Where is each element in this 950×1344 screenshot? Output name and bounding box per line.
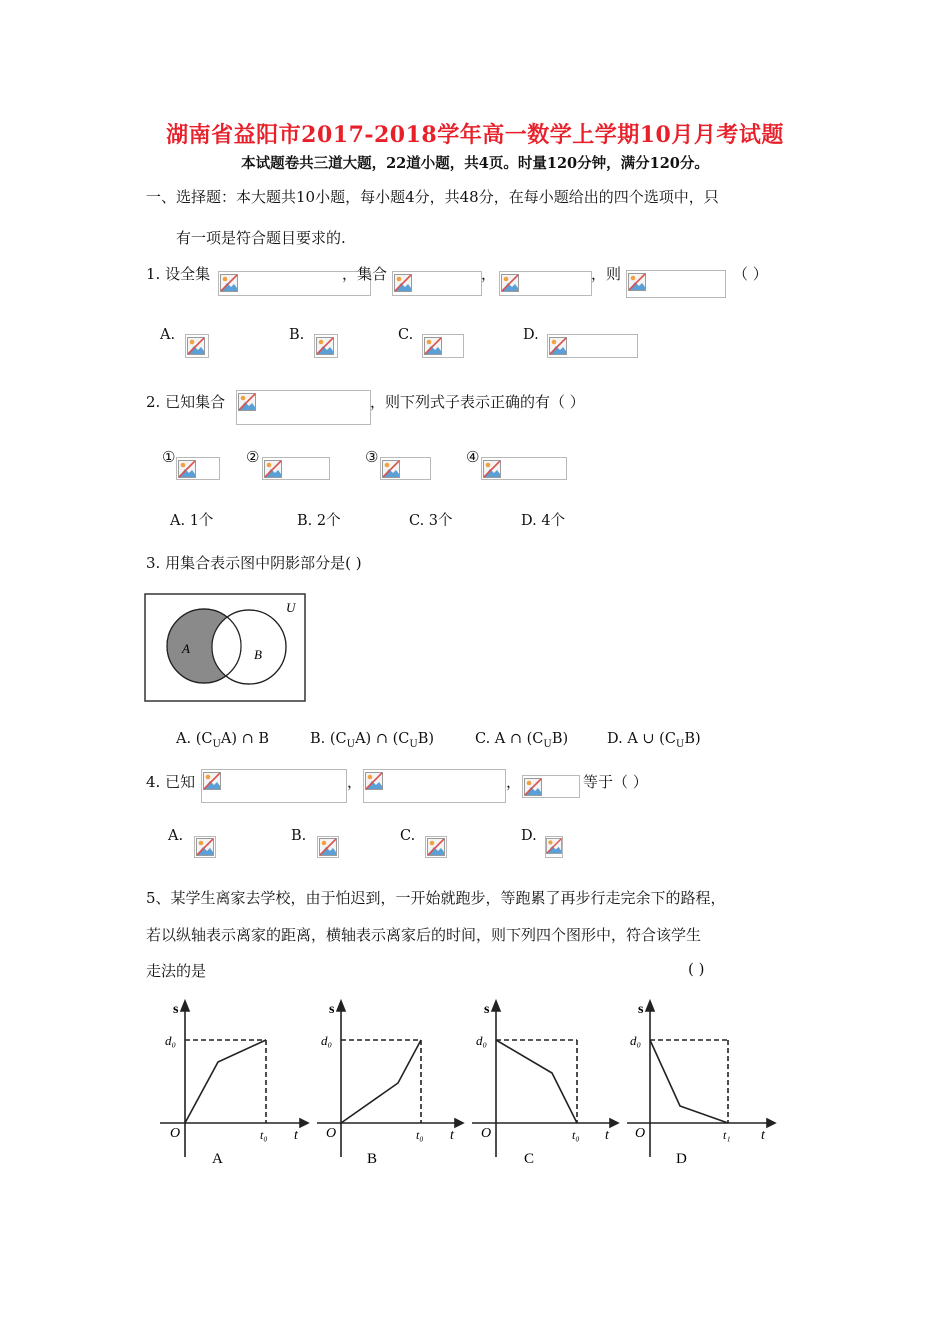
- q1-answer-paren: （ ）: [733, 265, 768, 283]
- q1-option-d-image: [547, 334, 638, 358]
- graph-c-t-label: t: [605, 1128, 609, 1143]
- graph-c-s-label: s: [484, 1002, 490, 1017]
- q3-option-d: D. A ∪ $(C_UB)$: [607, 731, 701, 750]
- q4-option-b: B.: [291, 828, 307, 844]
- graph-c-d-label: d₀: [476, 1033, 488, 1048]
- graph-b-origin-label: O: [326, 1126, 337, 1141]
- q1-option-a-image: [185, 334, 209, 358]
- q2-mark-1: ①: [162, 448, 176, 466]
- graph-d: [615, 995, 780, 1180]
- q2-option-b: B. 2个: [297, 513, 341, 529]
- q2-mark-2: ②: [246, 448, 260, 466]
- broken-image-icon: [238, 393, 256, 411]
- q2-item-3-image: [380, 457, 431, 480]
- graph-a-caption: A: [212, 1151, 223, 1167]
- q4-option-d: D.: [521, 828, 537, 844]
- graph-a-t0-label: t₀: [260, 1128, 268, 1142]
- graph-d-t1-label: t₁: [723, 1128, 731, 1142]
- graph-a-origin-label: O: [170, 1126, 181, 1141]
- q2-mark-4: ④: [466, 448, 480, 466]
- q2-formula-image: [236, 390, 371, 425]
- q1-option-b-image: [314, 334, 338, 358]
- q4-comma-1: ，: [347, 773, 363, 791]
- graph-d-caption: D: [676, 1151, 687, 1167]
- q1-set-label: ，集合: [342, 265, 388, 283]
- q1-then: ，则: [591, 265, 622, 283]
- q5-answer-paren: ( ): [688, 960, 705, 978]
- graph-b-t0-label: t₀: [416, 1128, 424, 1142]
- graph-a: [150, 995, 310, 1180]
- q2-mark-3: ③: [365, 448, 379, 466]
- graph-b-s-label: s: [329, 1002, 335, 1017]
- q2-prefix: 2. 已知集合: [146, 393, 226, 411]
- q2-option-a: A. 1个: [170, 513, 214, 529]
- venn-label-b: B: [254, 647, 262, 662]
- q1-option-c-image: [422, 334, 464, 358]
- venn-diagram: [144, 593, 306, 703]
- q4-formula-image-1: [201, 769, 347, 803]
- broken-image-icon: [203, 772, 221, 790]
- graph-a-t-label: t: [294, 1128, 298, 1143]
- section-instructions-line1: 一、选择题：本大题共10小题，每小题4分，共48分，在每小题给出的四个选项中，只: [146, 188, 719, 206]
- q1-formula-image-3: [499, 271, 592, 296]
- q2-option-d: D. 4个: [521, 513, 566, 529]
- graph-b-t-label: t: [450, 1128, 454, 1143]
- q5-line2: 若以纵轴表示离家的距离，横轴表示离家后的时间，则下列四个图形中，符合该学生: [146, 926, 702, 944]
- q1-comma: ，: [481, 265, 497, 283]
- q1-prefix: 1. 设全集: [146, 265, 211, 283]
- q4-option-c-image: [425, 836, 447, 858]
- q4-option-d-image: [545, 836, 563, 858]
- page-subtitle: 本试题卷共三道大题，22道小题，共4页。时量120分钟，满分120分。: [241, 155, 709, 172]
- q2-option-c: C. 3个: [409, 513, 453, 529]
- graph-b-d-label: d₀: [321, 1033, 333, 1048]
- q1-option-a: A.: [160, 327, 176, 343]
- graph-b-caption: B: [367, 1151, 378, 1167]
- graph-c: [460, 995, 620, 1180]
- graph-d-d-label: d₀: [630, 1033, 642, 1048]
- q4-option-c: C.: [400, 828, 416, 844]
- q4-option-a-image: [194, 836, 216, 858]
- graph-b: [305, 995, 465, 1180]
- broken-image-icon: [546, 838, 562, 854]
- broken-image-icon: [178, 460, 196, 478]
- page-title: 湖南省益阳市2017-2018学年高一数学上学期10月月考试题: [166, 122, 784, 148]
- q3-option-b: B. $(C_UA)$ ∩ $(C_UB)$: [310, 731, 435, 750]
- graph-a-d-label: d₀: [165, 1033, 177, 1048]
- venn-label-a: A: [182, 641, 190, 656]
- graph-d-t-label: t: [761, 1128, 765, 1143]
- q4-comma-2: ，: [506, 773, 522, 791]
- broken-image-icon: [483, 460, 501, 478]
- graph-a-s-label: s: [173, 1002, 179, 1017]
- q1-option-b: B.: [289, 327, 305, 343]
- broken-image-icon: [394, 274, 412, 292]
- q4-formula-image-2: [363, 769, 506, 803]
- q4-option-a: A.: [168, 828, 184, 844]
- broken-image-icon: [424, 337, 442, 355]
- q1-option-d: D.: [523, 327, 539, 343]
- q4-equals: 等于（ ）: [583, 773, 648, 791]
- venn-label-u: U: [286, 600, 296, 615]
- broken-image-icon: [427, 838, 445, 856]
- graph-d-s-label: s: [638, 1002, 644, 1017]
- q1-formula-image-4: [626, 270, 726, 298]
- q4-prefix: 4. 已知: [146, 773, 196, 791]
- q2-rest: ，则下列式子表示正确的有（ ）: [370, 393, 585, 411]
- q2-item-2-image: [262, 457, 330, 480]
- broken-image-icon: [501, 274, 519, 292]
- graph-c-t0-label: t₀: [572, 1128, 580, 1142]
- q3-option-c: C. A ∩ $(C_UB)$: [475, 731, 569, 750]
- broken-image-icon: [524, 778, 542, 796]
- broken-image-icon: [628, 273, 646, 291]
- q2-item-4-image: [481, 457, 567, 480]
- q1-formula-image-2: [392, 271, 482, 296]
- graph-d-origin-label: O: [635, 1126, 646, 1141]
- section-instructions-line2: 有一项是符合题目要求的.: [176, 229, 346, 247]
- q5-line1: 5、某学生离家去学校，由于怕迟到，一开始就跑步，等跑累了再步行走完余下的路程，: [146, 889, 726, 907]
- broken-image-icon: [365, 772, 383, 790]
- q4-option-b-image: [317, 836, 339, 858]
- q2-item-1-image: [176, 457, 220, 480]
- q3-option-a: A. $(C_UA)$ ∩ B: [176, 731, 270, 750]
- q5-line3: 走法的是: [146, 962, 207, 980]
- broken-image-icon: [187, 337, 205, 355]
- broken-image-icon: [264, 460, 282, 478]
- broken-image-icon: [316, 337, 334, 355]
- graph-c-caption: C: [524, 1151, 535, 1167]
- broken-image-icon: [319, 838, 337, 856]
- broken-image-icon: [196, 838, 214, 856]
- broken-image-icon: [382, 460, 400, 478]
- graph-c-origin-label: O: [481, 1126, 492, 1141]
- broken-image-icon: [220, 274, 238, 292]
- q4-formula-image-3: [522, 775, 580, 798]
- broken-image-icon: [549, 337, 567, 355]
- q1-option-c: C.: [398, 327, 414, 343]
- q3-question: 3. 用集合表示图中阴影部分是( ): [146, 554, 362, 572]
